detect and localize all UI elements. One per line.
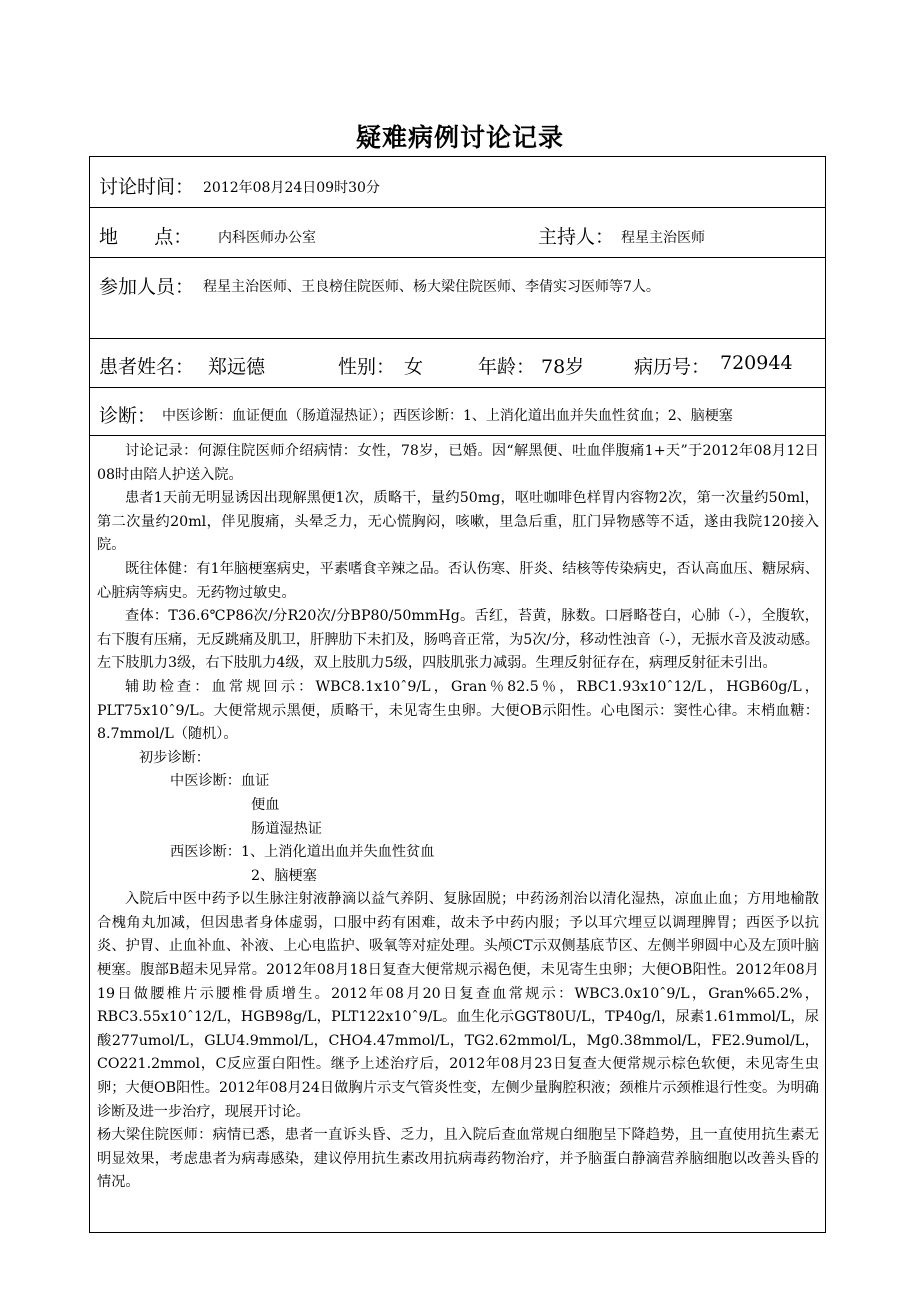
record-number: 720944 [720, 352, 793, 374]
page-title: 疑难病例讨论记录 [355, 123, 564, 152]
western-diagnosis-2: 2、脑梗塞 [251, 867, 317, 884]
western-diagnosis: 西医诊断：1、上消化道出血并失血性贫血 [170, 844, 435, 861]
record-form [89, 156, 826, 1233]
discussion-body [97, 440, 819, 1195]
time-row [90, 157, 825, 208]
initial-diagnosis-label: 初步诊断： [139, 749, 210, 766]
sex-label: 性别： [338, 356, 396, 378]
diagnosis-label: 诊断： [99, 405, 157, 427]
paragraph-auxiliary: 辅助检查：血常规回示：WBC8.1x10ˆ9/L，Gran％82.5％，RBC1.93x10ˆ12/L，HGB60g/L，PLT75x10ˆ9/L。大便常规示黑便，质略干，未见寄生虫卵。大便OB示阳性。心电图示：窦性心律。末梢血糖：8.7mmol/L（随机）。 [97, 678, 819, 743]
diagnosis-row [90, 388, 825, 436]
patient-name-label: 患者姓名： [99, 356, 195, 378]
time-label: 讨论时间： [99, 176, 195, 198]
tcm-diagnosis-2: 便血 [251, 796, 280, 813]
patient-name: 郑远德 [208, 356, 266, 378]
participants-row [90, 258, 825, 339]
tcm-diagnosis-3: 肠道湿热证 [251, 820, 322, 837]
paragraph-opinion: 杨大梁住院医师：病情已悉，患者一直诉头昏、乏力，且入院后查血常规白细胞呈下降趋势，且一直使用抗生素无明显效果，考虑患者为病毒感染，建议停用抗生素改用抗病毒药物治疗，并予脑蛋白静滴营养脑细胞以改善头昏的情况。 [97, 1127, 819, 1191]
tcm-diagnosis: 中医诊断：血证 [170, 773, 270, 790]
participants-value: 程星主治医师、王良榜住院医师、杨大梁住院医师、李倩实习医师等7人。 [203, 279, 660, 295]
diagnosis-value: 中医诊断：血证便血（肠道湿热证）；西医诊断：1、上消化道出血并失血性贫血；2、脑梗塞 [162, 408, 733, 424]
record-number-label: 病历号： [634, 356, 711, 378]
time-value: 2012年08月24日09时30分 [203, 180, 380, 196]
patient-row [90, 339, 825, 388]
age-value: 78岁 [541, 356, 585, 378]
paragraph-history: 患者1天前无明显诱因出现解黑便1次，质略干，量约50mg，呕吐咖啡色样胃内容物2次，第一次量约50ml，第二次量约20ml，伴见腹痛，头晕乏力，无心慌胸闷，咳嗽，里急后重，肛门异物感等不适，遂由我院120接入院。 [97, 490, 819, 554]
host-value: 程星主治医师 [621, 230, 705, 246]
place-row [90, 208, 825, 258]
participants-label: 参加人员： [99, 276, 195, 298]
paragraph-intro: 讨论记录：何源住院医师介绍病情：女性，78岁，已婚。因“解黑便、吐血伴腹痛1+天”于2012年08月12日08时由陪人护送入院。 [97, 443, 819, 483]
place-label: 地 点： [99, 226, 193, 248]
paragraph-exam: 查体：T36.6℃P86次/分R20次/分BP80/50mmHg。舌红，苔黄，脉数。口唇略苍白，心肺（-），全腹软，右下腹有压痛，无反跳痛及肌卫，肝脾肋下未扪及，肠鸣音正常，为5次/分，移动性浊音（-），无振水音及波动感。左下肢肌力3级，右下肢肌力4级，双上肢肌力5级，四肢肌张力减弱。生理反射征存在，病理反射征未引出。 [97, 608, 819, 672]
paragraph-past-history: 既往体健：有1年脑梗塞病史，平素嗜食辛辣之品。否认伤寒、肝炎、结核等传染病史，否认高血压、糖尿病、心脏病等病史。无药物过敏史。 [97, 560, 819, 601]
place-value: 内科医师办公室 [218, 230, 316, 246]
paragraph-treatment: 入院后中医中药予以生脉注射液静滴以益气养阴、复脉固脱；中药汤剂治以清化湿热，凉血止血；方用地榆散合槐角丸加减，但因患者身体虚弱，口服中药有困难，故未予中药内服；予以耳穴埋豆以调理脾胃；西医予以抗炎、护胃、止血补血、补液、上心电监护、吸氧等对症处理。头颅CT示双侧基底节区、左侧半卵圆中心及左顶叶脑梗塞。腹部B超未见异常。2012年08月18日复查大便常规示褐色便，未见寄生虫卵；大便OB阳性。2012年08月19日做腰椎片示腰椎骨质增生。2012年08月20日复查血常规示：WBC3.0x10ˆ9/L，Gran%65.2%，RBC3.55x10ˆ12/L，HGB98g/L，PLT122x10ˆ9/L。血生化示GGT80U/L，TP40g/l，尿素1.61mmol/L，尿酸277umol/L，GLU4.9mmol/L，CHO4.47mmol/L，TG2.62mmol/L，Mg0.38mmol/L，FE2.9umol/L，CO221.2mmol，C反应蛋白阳性。继予上述治疗后，2012年08月23日复查大便常规示棕色软便，未见寄生虫卵；大便OB阳性。2012年08月24日做胸片示支气管炎性变，左侧少量胸腔积液；颈椎片示颈椎退行性变。为明确诊断及进一步治疗，现展开讨论。 [97, 891, 819, 1120]
age-label: 年龄： [478, 356, 536, 378]
host-label: 主持人： [538, 226, 615, 248]
sex-value: 女 [404, 356, 424, 378]
